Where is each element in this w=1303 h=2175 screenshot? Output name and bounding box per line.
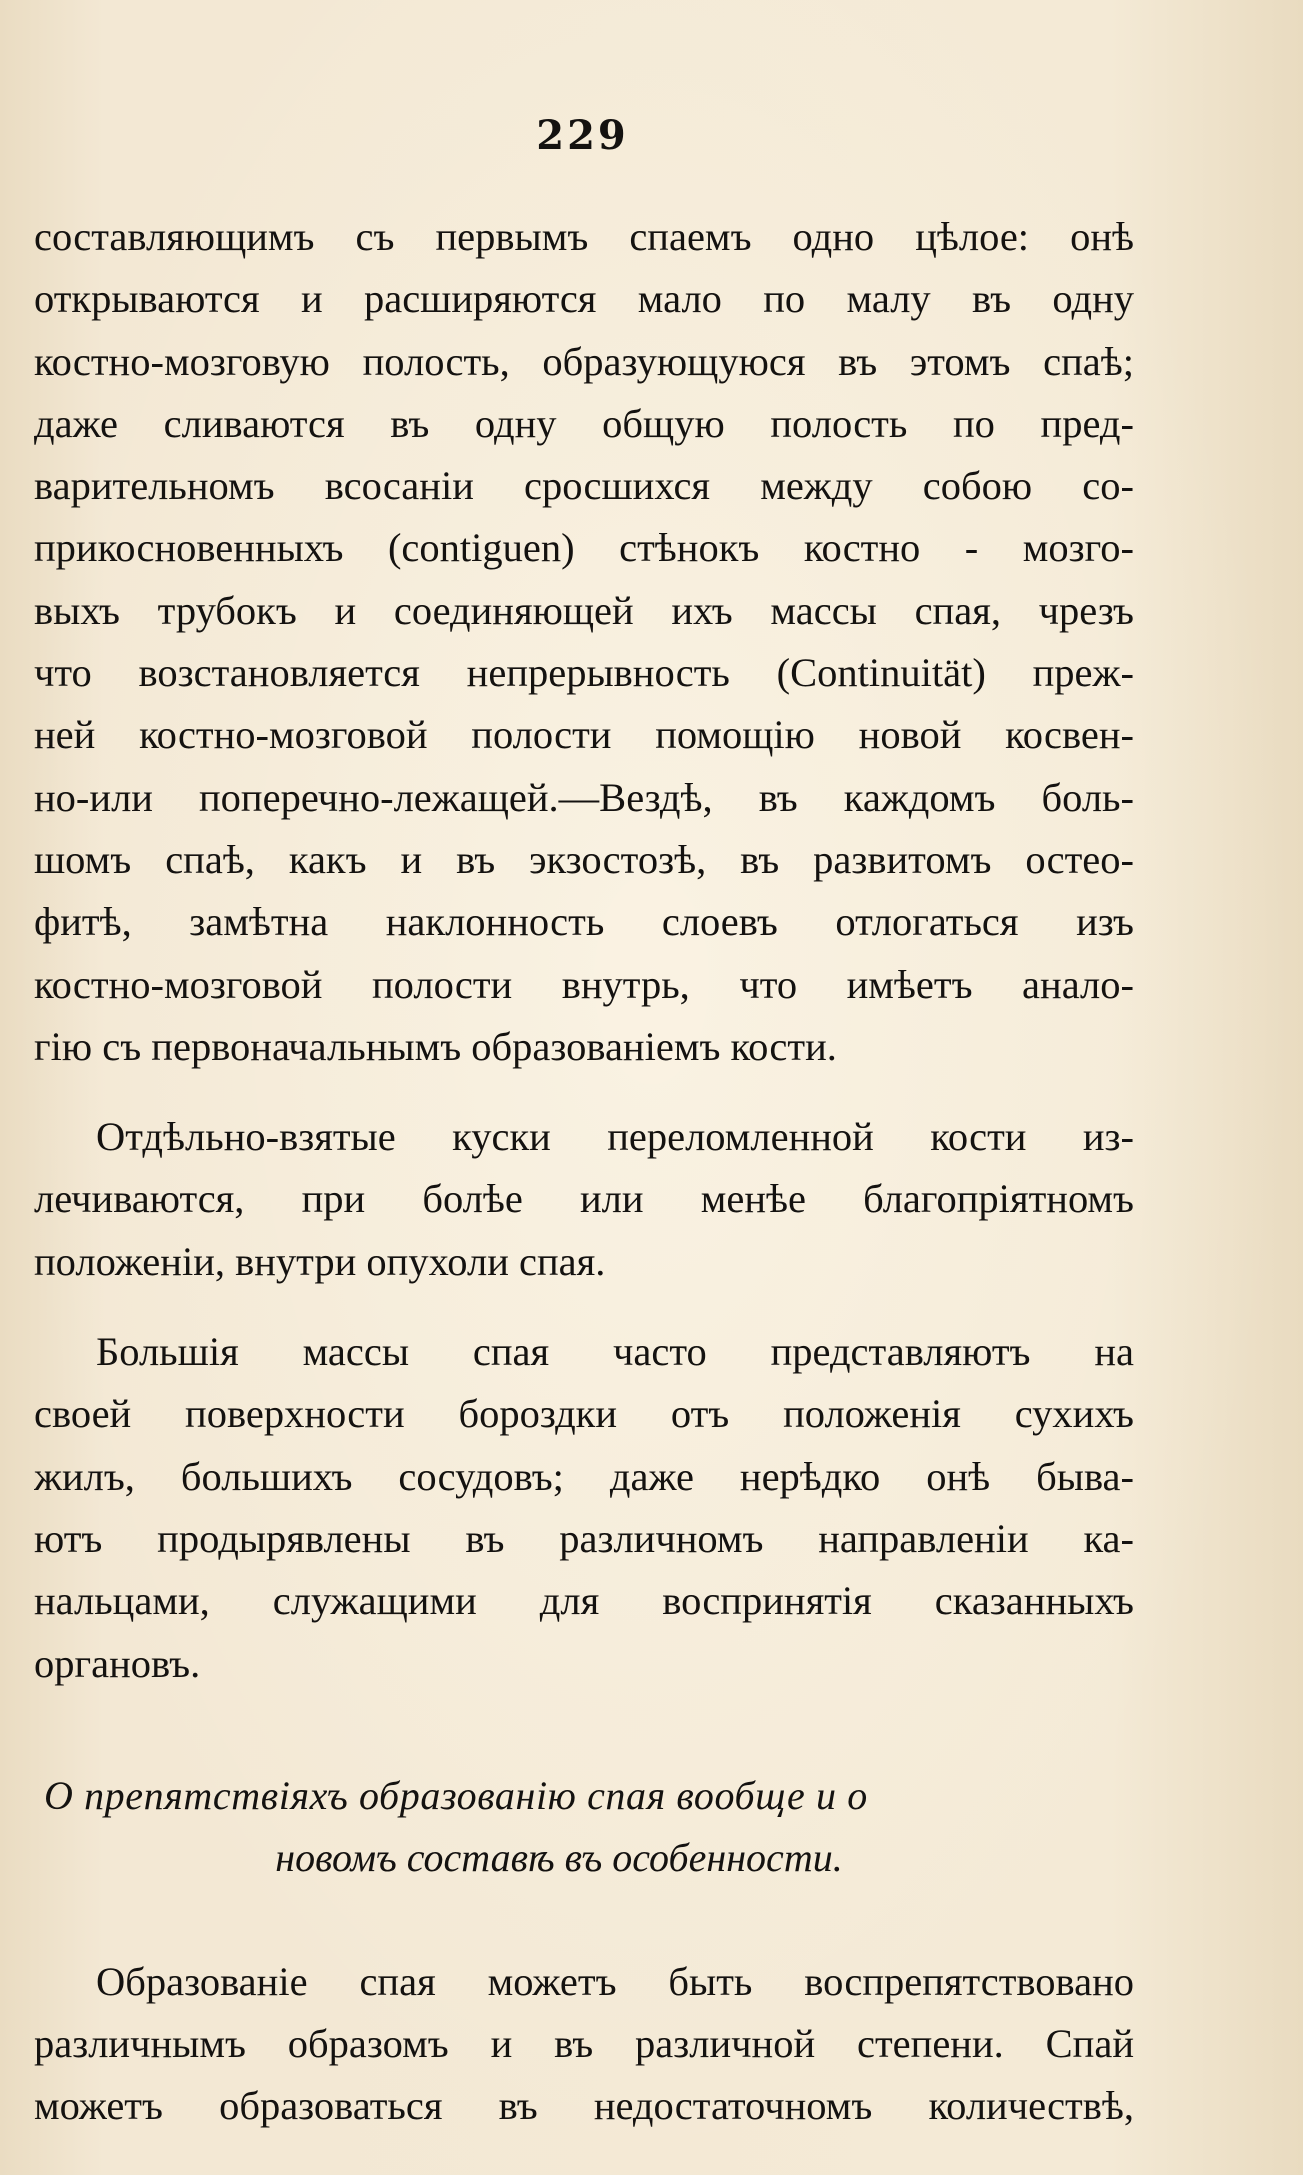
- paragraph-2: [34, 1106, 1134, 1293]
- text-line: костно-мозговой полости внутрь, что имѣетъ анало-: [34, 961, 1134, 1007]
- text-line: что возстановляется непрерывность (Continuität) преж-: [34, 650, 1134, 696]
- text-line: ней костно-мозговой полости помощiю новой косвен-: [34, 712, 1134, 758]
- paragraph-1: [34, 206, 1134, 1078]
- text-line: лечиваются, при болѣе или менѣе благопрiятномъ: [34, 1176, 1134, 1222]
- text-line: органовъ.: [34, 1640, 201, 1686]
- paragraph-3: [34, 1321, 1134, 1695]
- text-line: Большiя массы спая часто представляютъ на: [96, 1329, 1134, 1375]
- text-line: различнымъ образомъ и въ различной степени. Спай: [34, 2021, 1134, 2067]
- text-line: нальцами, служащими для воспринятiя сказанныхъ: [34, 1578, 1134, 1624]
- text-line: гiю съ первоначальнымъ образованiемъ кости.: [34, 1023, 837, 1069]
- text-line: костно-мозговую полость, образующуюся въ этомъ спаѣ;: [34, 338, 1134, 384]
- paragraph-4: [34, 1951, 1134, 2138]
- text-line: даже сливаются въ одну общую полость по пред-: [34, 400, 1134, 446]
- heading-line: новомъ составѣ въ особенности.: [275, 1834, 843, 1880]
- heading-line: О препятствiяхъ образованiю спая вообще и о: [44, 1772, 868, 1818]
- text-line: открываются и расширяются мало по малу въ одну: [34, 276, 1134, 322]
- text-line: шомъ спаѣ, какъ и въ экзостозѣ, въ развитомъ остео-: [34, 836, 1134, 882]
- text-line: можетъ образоваться въ недостаточномъ количествѣ,: [34, 2083, 1134, 2129]
- text-line: прикосновенныхъ (contiguen) стѣнокъ костно - мозго-: [34, 525, 1134, 571]
- text-line: но-или поперечно-лежащей.—Вездѣ, въ каждомъ боль-: [34, 774, 1134, 820]
- section-heading: [34, 1765, 1134, 1889]
- text-line: Образованiе спая можетъ быть воспрепятствовано: [96, 1958, 1134, 2004]
- text-line: жилъ, большихъ сосудовъ; даже нерѣдко онѣ быва-: [34, 1453, 1134, 1499]
- text-line: своей поверхности бороздки отъ положенiя сухихъ: [34, 1391, 1134, 1437]
- text-line: ютъ продырявлены въ различномъ направленiи ка-: [34, 1515, 1134, 1561]
- text-line: Отдѣльно-взятые куски переломленной кости из-: [96, 1114, 1134, 1160]
- text-line: выхъ трубокъ и соединяющей ихъ массы спая, чрезъ: [34, 587, 1134, 633]
- text-line: варительномъ всосанiи сросшихся между собою со-: [34, 463, 1134, 509]
- text-line: составляющимъ съ первымъ спаемъ одно цѣлое: онѣ: [34, 214, 1134, 259]
- text-line: положенiи, внутри опухоли спая.: [34, 1238, 606, 1284]
- page-number: 229: [536, 112, 629, 159]
- text-line: фитѣ, замѣтна наклонность слоевъ отлогаться изъ: [34, 899, 1134, 945]
- page-body: [34, 206, 1134, 2138]
